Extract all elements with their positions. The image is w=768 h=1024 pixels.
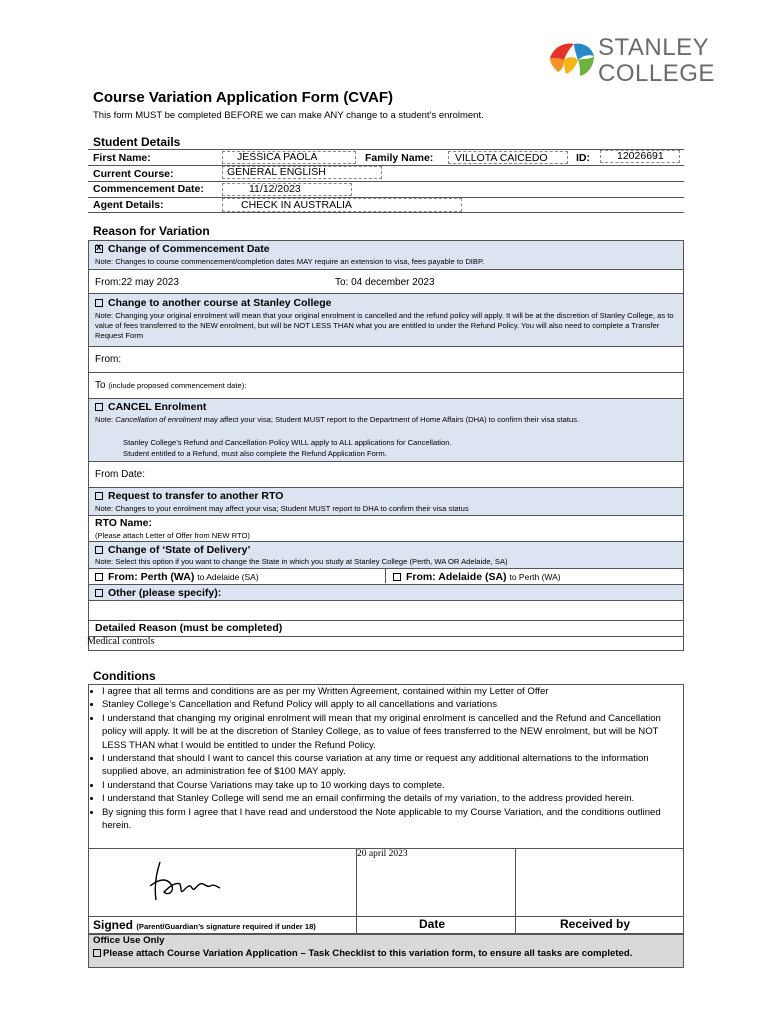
cancel-enrolment-option[interactable]	[95, 401, 206, 413]
checkbox-icon[interactable]	[393, 573, 401, 581]
stanley-college-logo	[544, 34, 714, 86]
course-to-text: To	[95, 380, 106, 391]
current-course-field[interactable]	[222, 166, 382, 179]
change-course-option[interactable]	[95, 297, 331, 309]
change-commencement-option[interactable]	[95, 243, 270, 255]
checkbox-icon[interactable]	[95, 299, 103, 307]
change-state-option[interactable]	[95, 544, 250, 556]
cancel-enrolment-note: Note: Cancellation of enrolment may affect your visa; Student MUST report to the Department of Home Affairs (DHA) to confirm their visa status.	[95, 415, 580, 424]
condition-item: • I agree that all terms and conditions are as per my Written Agreement, contained within my Letter of Offer	[102, 685, 682, 698]
detailed-reason-label: Detailed Reason (must be completed)	[95, 622, 283, 634]
cancel-refund-form-note: Student entitled to a Refund, must also complete the Refund Application Form.	[123, 449, 387, 458]
change-commencement-note: Note: Changes to course commencement/completion dates MAY require an extension to visa, fees payable to DIBP.	[95, 257, 485, 266]
reason-heading: Reason for Variation	[93, 224, 210, 238]
detailed-reason-value[interactable]: Medical controls	[87, 636, 155, 647]
checkbox-icon[interactable]	[95, 492, 103, 500]
logo-mark-icon	[544, 38, 596, 80]
course-to-hint: (include proposed commencement date):	[108, 381, 247, 390]
commencement-date-label: Commencement Date:	[93, 183, 204, 195]
current-course-label: Current Course:	[93, 168, 174, 180]
rto-attach-note: (Please attach Letter of Offer from NEW RTO)	[95, 531, 250, 540]
change-course-label: Change to another course at Stanley College	[108, 297, 332, 309]
signed-label: Signed (Parent/Guardian’s signature required if under 18)	[93, 918, 316, 932]
id-value: 12026691	[617, 150, 664, 162]
condition-item: • Stanley College’s Cancellation and Refund Policy will apply to all cancellations and variations	[102, 698, 682, 711]
checkbox-icon[interactable]	[95, 403, 103, 411]
commencement-date-value: 11/12/2023	[249, 183, 301, 195]
transfer-rto-note: Note: Changes to your enrolment may affect your visa; Student MUST report to DHA to confirm their visa status	[95, 504, 469, 513]
transfer-rto-option[interactable]	[95, 490, 283, 502]
family-name-label: Family Name:	[365, 152, 434, 164]
rto-name-label[interactable]: RTO Name:	[95, 517, 152, 529]
checkbox-icon[interactable]	[95, 546, 103, 554]
office-use-note: Please attach Course Variation Application – Task Checklist to this variation form, to ensure all tasks are completed.	[93, 948, 632, 959]
first-name-field[interactable]	[222, 151, 356, 164]
conditions-list	[92, 685, 682, 832]
received-by-label: Received by	[560, 917, 631, 931]
condition-item: • I understand that Stanley College will send me an email confirming the details of my variation, to the address provided herein.	[102, 792, 682, 805]
checkbox-icon[interactable]	[93, 949, 101, 957]
change-state-note: Note: Select this option if you want to change the State in which you study at Stanley College (Perth, WA OR Adelaide, SA)	[95, 557, 508, 566]
cancel-refund-policy-note: Stanley College’s Refund and Cancellation Policy WILL apply to ALL applications for Cancellation.	[123, 438, 452, 447]
cancel-from-date-label[interactable]: From Date:	[95, 469, 146, 480]
student-details-heading: Student Details	[93, 135, 181, 149]
commencement-date-field[interactable]	[222, 183, 352, 196]
id-label: ID:	[576, 152, 590, 164]
agent-details-label: Agent Details:	[93, 199, 164, 211]
change-commencement-label: Change of Commencement Date	[108, 243, 270, 255]
course-from-label[interactable]: From:	[95, 354, 122, 365]
condition-item: • I understand that changing my original enrolment will mean that my original enrolment is cancelled and the Refund and Cancellation policy will apply. It will be at the discretion of Stanley College, as to value of fees transferred to the NEW enrolment, but will be NOT LESS THAN what I would be entitled to under the Refund Policy.	[102, 712, 682, 752]
transfer-rto-label: Request to transfer to another RTO	[108, 490, 284, 502]
first-name-value: JESSICA PAOLA	[237, 151, 318, 163]
office-use-box	[88, 934, 684, 968]
logo-text-college: COLLEGE	[598, 60, 715, 87]
form-subtitle: This form MUST be completed BEFORE we can make ANY change to a student’s enrolment.	[93, 110, 484, 121]
conditions-heading: Conditions	[93, 669, 156, 683]
checkbox-checked-icon[interactable]: x	[96, 242, 102, 253]
cancel-enrolment-label: CANCEL Enrolment	[108, 401, 207, 413]
agent-details-value: CHECK IN AUSTRALIA	[241, 199, 352, 211]
family-name-field[interactable]	[448, 151, 568, 164]
checkbox-icon[interactable]	[95, 573, 103, 581]
other-label: Other (please specify):	[108, 587, 222, 599]
student-details-table	[88, 149, 684, 213]
date-label: Date	[419, 917, 446, 931]
commencement-to-value: To: 04 december 2023	[335, 277, 435, 288]
condition-item: • I understand that should I want to cancel this course variation at any time or request any additional alternations to the information supplied above, an administration fee of $100 MAY apply.	[102, 752, 682, 779]
commencement-from-value: From:22 may 2023	[95, 277, 179, 288]
reason-table	[88, 240, 684, 651]
change-state-label: Change of ‘State of Delivery’	[108, 544, 251, 556]
checkbox-icon[interactable]	[95, 589, 103, 597]
form-title: Course Variation Application Form (CVAF)	[93, 89, 394, 106]
first-name-label: First Name:	[93, 152, 151, 164]
condition-item: • By signing this form I agree that I have read and understood the Note applicable to my Course Variation, and the conditions outlined herein.	[102, 806, 682, 833]
id-field[interactable]	[600, 150, 680, 163]
signature-date-value[interactable]: 20 april 2023	[357, 849, 408, 859]
logo-text-stanley: STANLEY	[598, 34, 710, 61]
office-use-heading: Office Use Only	[93, 935, 165, 946]
other-option[interactable]	[95, 587, 221, 599]
change-course-note: Note: Changing your original enrolment will mean that your original enrolment is cancelled and the refund policy will apply. It will be at the discretion of Stanley College, as to value of fees transferred to the NEW enrolment, but will be NOT LESS THAN what you are entitled to under the Refund Policy. You will also need to complete a Transfer Request Form	[95, 311, 674, 340]
signature-image	[146, 856, 226, 906]
condition-item: • I understand that Course Variations may take up to 10 working days to complete.	[102, 779, 682, 792]
agent-details-field[interactable]	[222, 198, 462, 212]
family-name-value: VILLOTA CAICEDO	[455, 152, 548, 164]
adelaide-to-perth-option[interactable]: From: Adelaide (SA) to Perth (WA)	[393, 571, 561, 583]
course-to-label[interactable]	[95, 380, 246, 391]
perth-to-adelaide-option[interactable]: From: Perth (WA) to Adelaide (SA)	[95, 571, 259, 583]
current-course-value: GENERAL ENGLISH	[227, 166, 326, 178]
